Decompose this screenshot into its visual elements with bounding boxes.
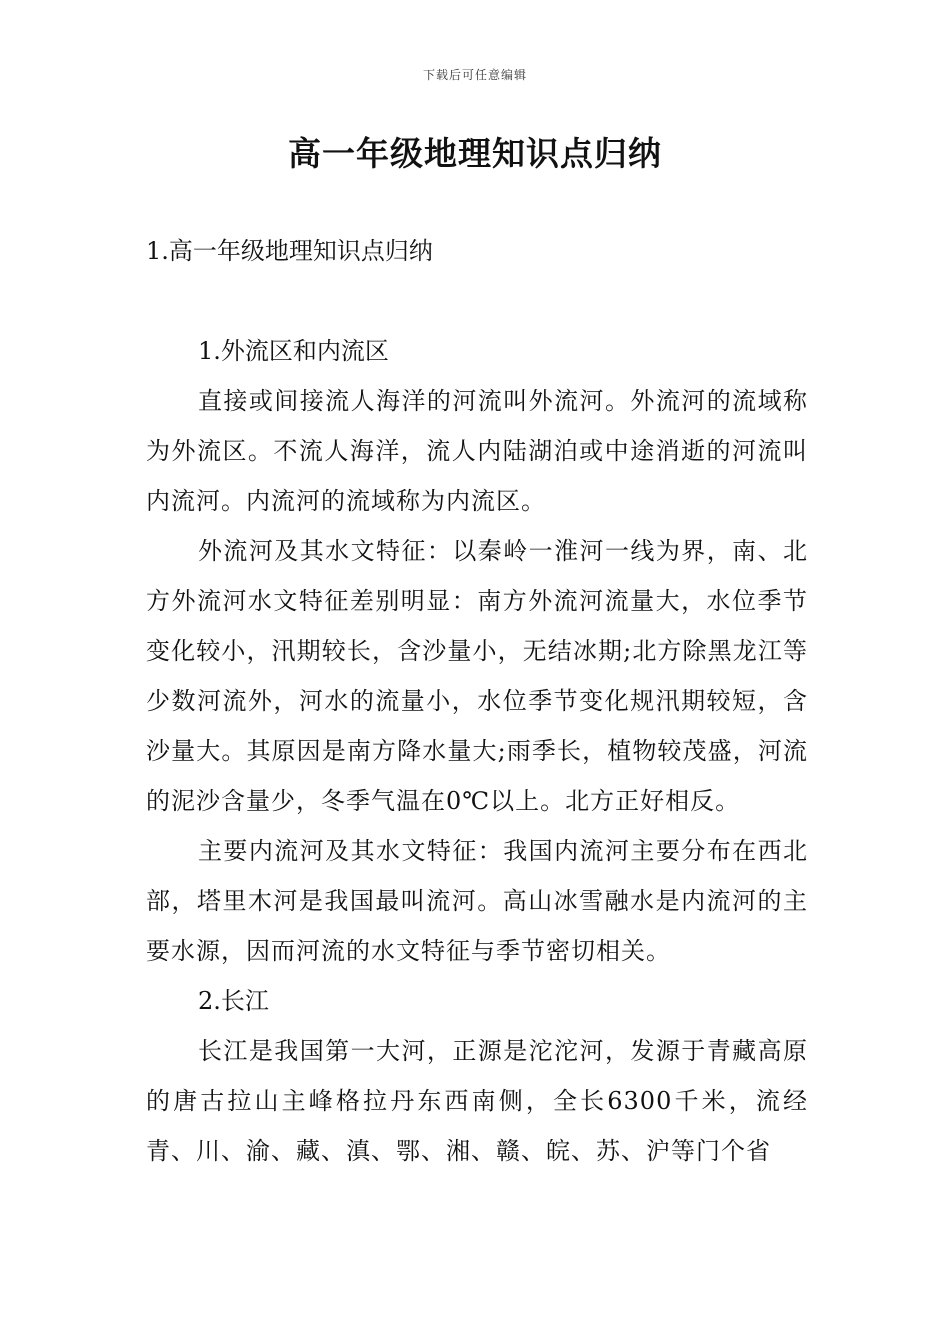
paragraph-inflow-hydrology: 主要内流河及其水文特征：我国内流河主要分布在西北部，塔里木河是我国最叫流河。高山冰雪融水是内流河的主要水源，因而河流的水文特征与季节密切相关。 bbox=[146, 837, 808, 965]
spacer bbox=[146, 276, 808, 326]
paragraph-definition: 直接或间接流人海洋的河流叫外流河。外流河的流域称为外流区。不流人海洋，流人内陆湖泊或中途消逝的河流叫内流河。内流河的流域称为内流区。 bbox=[146, 387, 808, 515]
page-title: 高一年级地理知识点归纳 bbox=[288, 134, 662, 173]
header-note: 下载后可任意编辑 bbox=[422, 68, 527, 82]
sub-heading-outflow-inflow: 1.外流区和内流区 bbox=[198, 337, 389, 365]
document-body bbox=[146, 226, 808, 1176]
section-heading: 1.高一年级地理知识点归纳 bbox=[146, 237, 433, 265]
sub-heading-yangtze: 2.长江 bbox=[198, 987, 269, 1015]
paragraph-outflow-hydrology: 外流河及其水文特征：以秦岭一淮河一线为界，南、北方外流河水文特征差别明显：南方外流河流量大，水位季节变化较小，汛期较长，含沙量小，无结冰期;北方除黑龙江等少数河流外，河水的流量小，水位季节变化规汛期较短，含沙量大。其原因是南方降水量大;雨季长，植物较茂盛，河流的泥沙含量少，冬季气温在0℃以上。北方正好相反。 bbox=[146, 537, 808, 815]
paragraph-yangtze: 长江是我国第一大河，正源是沱沱河，发源于青藏高原的唐古拉山主峰格拉丹东西南侧，全长6300千米，流经青、川、渝、藏、滇、鄂、湘、赣、皖、苏、沪等门个省 bbox=[146, 1037, 808, 1165]
